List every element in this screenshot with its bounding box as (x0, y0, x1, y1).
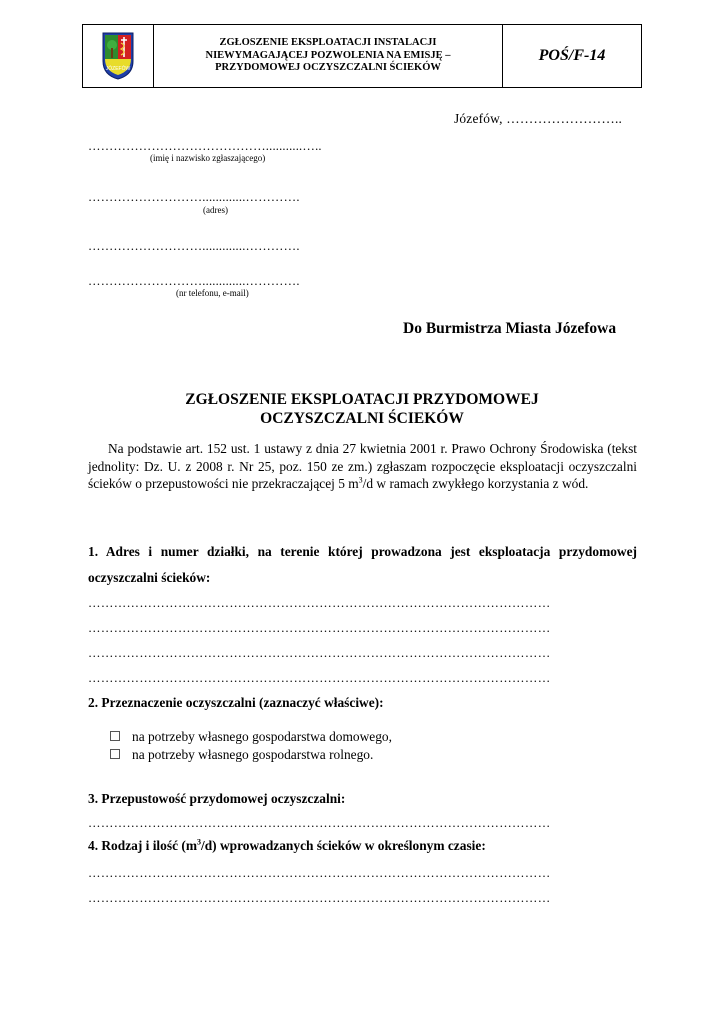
header-table (82, 24, 642, 88)
header-title (154, 25, 503, 87)
section4-title (88, 838, 486, 854)
intro-paragraph (88, 440, 637, 493)
checkbox[interactable] (110, 749, 120, 759)
section4-superscript: 3 (196, 837, 201, 847)
section4-title-text: 4. Rodzaj i ilość (m (88, 838, 197, 853)
intro-text: Na podstawie art. 152 ust. 1 ustawy z dnia 27 kwietnia 2001 r. Prawo Ochrony Środowiska (tekst jednolity: Dz. U. z 2008 r. Nr 25, poz. 150 ze zm.) zgłaszam rozpoczęcie eksploatacji oczyszczalni ścieków o przepustowości nie przekraczającej 5 m (88, 441, 637, 491)
document-title-line: ZGŁOSZENIE EKSPLOATACJI PRZYDOMOWEJ (185, 391, 539, 408)
document-title-line: OCZYSZCZALNI ŚCIEKÓW (260, 410, 464, 427)
logo-text: JÓZEFÓW (105, 66, 131, 72)
checkbox[interactable] (110, 731, 120, 741)
applicant-phone-caption: (nr telefonu, e-mail) (176, 288, 249, 298)
section3-title: 3. Przepustowość przydomowej oczyszczalni: (88, 791, 346, 806)
purpose-option-farm[interactable] (110, 747, 373, 763)
header-title-line: ZGŁOSZENIE EKSPLOATACJI INSTALACJI (219, 37, 437, 49)
intro-text-end: /d w ramach zwykłego korzystania z wód. (362, 476, 589, 491)
section4-answer-line[interactable]: ……………………………………………………………………………………………… (88, 891, 551, 905)
recipient: Do Burmistrza Miasta Józefowa (403, 320, 617, 337)
section1-answer-line[interactable]: ……………………………………………………………………………………………… (88, 621, 551, 635)
header-title-line: NIEWYMAGAJĄCEJ POZWOLENIA NA EMISJĘ – (205, 49, 451, 61)
applicant-address-caption: (adres) (203, 205, 228, 215)
option-label: na potrzeby własnego gospodarstwa rolnego. (132, 747, 374, 762)
place-date-field[interactable]: Józefów, …………………….. (454, 111, 623, 126)
section1-answer-line[interactable]: ……………………………………………………………………………………………… (88, 646, 551, 660)
applicant-address-line2-field[interactable]: ……………………….............…………. (88, 239, 300, 253)
document-title (82, 390, 642, 428)
section1-answer-line[interactable]: ……………………………………………………………………………………………… (88, 596, 551, 610)
logo-cell (83, 25, 154, 87)
section4-title-text-end: /d) wprowadzanych ścieków w określonym czasie: (200, 838, 486, 853)
header-title-line: PRZYDOMOWEJ OCZYSZCZALNI ŚCIEKÓW (215, 62, 441, 74)
form-code: POŚ/F-14 (538, 47, 606, 64)
section4-answer-line[interactable]: ……………………………………………………………………………………………… (88, 866, 551, 880)
section2-title: 2. Przeznaczenie oczyszczalni (zaznaczyć właściwe): (88, 695, 384, 710)
section1-title-line2: oczyszczalni ścieków: (88, 570, 211, 585)
applicant-phone-field[interactable]: ……………………….............…………. (88, 274, 300, 288)
applicant-name-caption: (imię i nazwisko zgłaszającego) (150, 153, 266, 163)
option-label: na potrzeby własnego gospodarstwa domowego, (132, 729, 392, 744)
section1-answer-line[interactable]: ……………………………………………………………………………………………… (88, 671, 551, 685)
section1-title-line1: 1. Adres i numer działki, na terenie której prowadzona jest eksploatacja przydomowej (88, 544, 637, 559)
purpose-option-household[interactable] (110, 729, 392, 745)
applicant-address-field[interactable]: ……………………….............…………. (88, 190, 300, 204)
intro-superscript: 3 (358, 475, 363, 485)
applicant-name-field[interactable]: ……………………………………...........….. (88, 139, 322, 153)
section3-answer-line[interactable]: ……………………………………………………………………………………………… (88, 816, 551, 830)
jozefow-coat-of-arms-logo (101, 31, 135, 81)
